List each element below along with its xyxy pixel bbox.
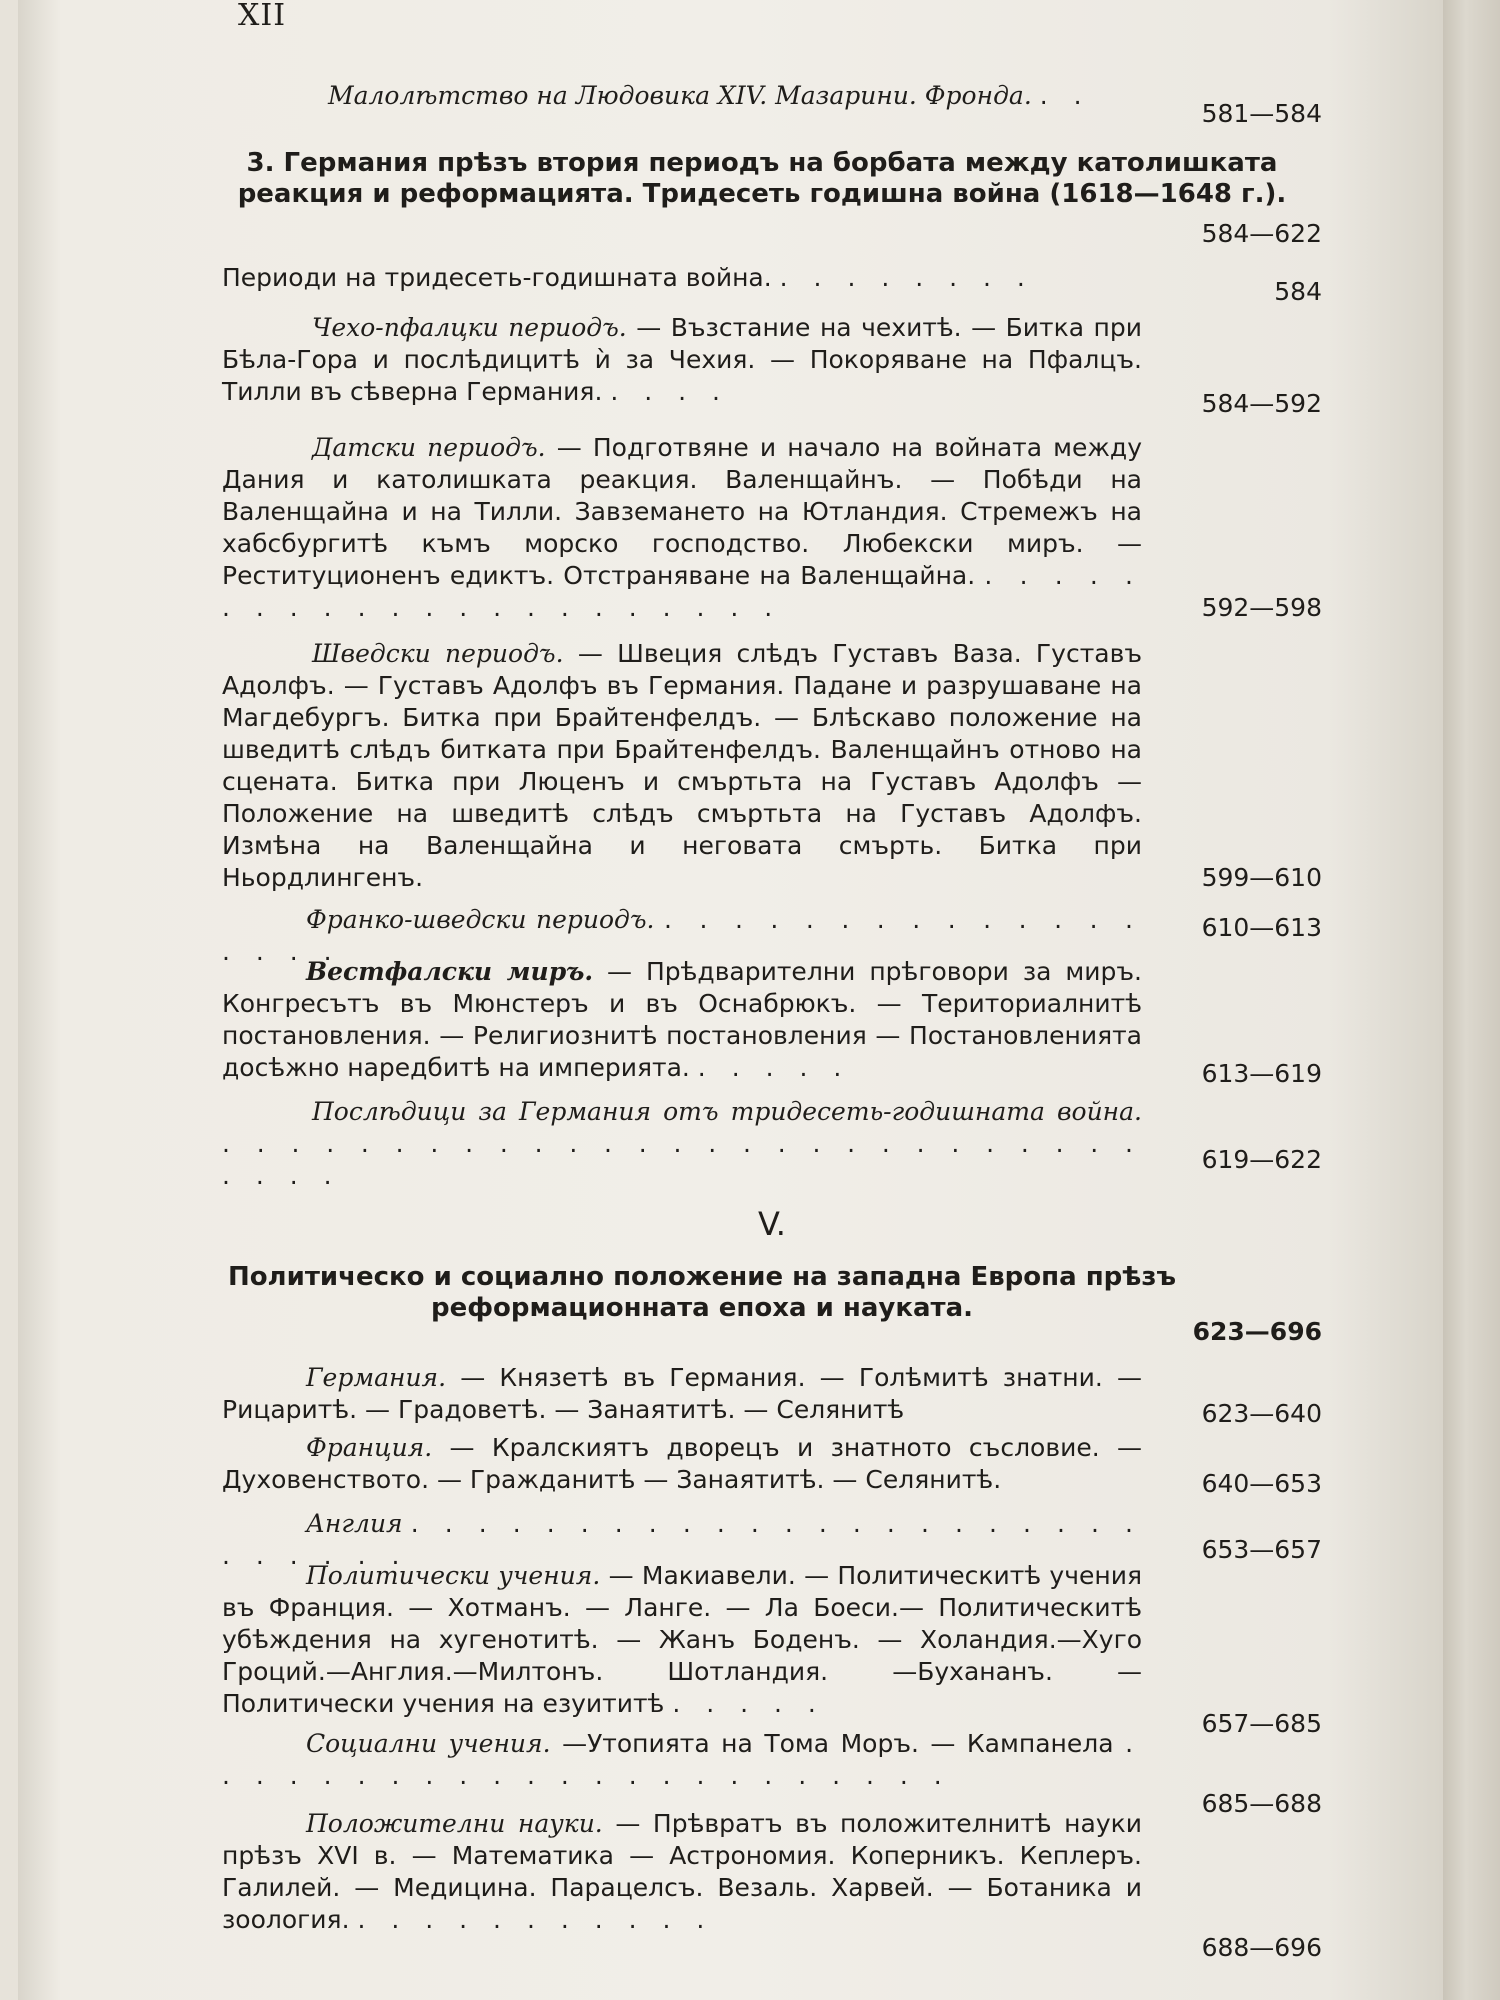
entry-lead: Послѣдици за Германия отъ тридесеть-годишната война. bbox=[312, 1097, 1142, 1126]
entry-lead: Социални учения. bbox=[306, 1729, 551, 1758]
entry-lead: Германия. bbox=[306, 1363, 447, 1392]
entry-lead: Франция. bbox=[306, 1433, 433, 1462]
toc-entry bbox=[222, 638, 1322, 894]
toc-entry bbox=[222, 312, 1322, 418]
page-range: 581—584 bbox=[1201, 99, 1322, 128]
toc-entry bbox=[222, 1728, 1322, 1818]
page-range: 623—696 bbox=[1192, 1317, 1322, 1346]
entry-lead: Малолѣтство на Людовика XIV. Мазарини. Фронда. bbox=[328, 81, 1032, 110]
entry-lead: Англия bbox=[306, 1509, 403, 1538]
section-title: 3. Германия прѣзъ втория периодъ на борбата между католишката реакция и реформацията. Тридесеть годишна война (1618—1648 г.). bbox=[237, 148, 1287, 209]
entry-lead: Шведски периодъ. bbox=[312, 639, 564, 668]
section-heading-3 bbox=[222, 148, 1322, 248]
entry-lead: Датски периодъ. bbox=[312, 433, 546, 462]
entry-body: — Прѣвратъ въ положителнитѣ науки прѣзъ XVI в. — Математика — Астрономия. Коперникъ. Кеплеръ. Галилей. — Медицина. Парацелсъ. Везаль. Харвей. — Ботаника и зоология. bbox=[222, 1809, 1142, 1934]
entry-body: — Възстание на чехитѣ. — Битка при Бѣла-Гора и послѣдицитѣ ѝ за Чехия. — Покоряване на Пфалцъ. Тилли въ сѣверна Германия. bbox=[222, 313, 1142, 406]
entry-body: Периоди на тридесеть-годишната война. bbox=[222, 263, 772, 292]
toc-entry bbox=[222, 1432, 1322, 1496]
entry-body: — Прѣдварителни прѣговори за миръ. Конгресътъ въ Мюнстеръ и въ Оснабрюкъ. — Териториалнитѣ постановления. — Религиознитѣ постановления — Постановленията досѣжно наредбитѣ на империята. bbox=[222, 957, 1142, 1082]
toc-entry bbox=[222, 432, 1322, 624]
table-of-contents bbox=[222, 0, 1322, 2000]
page-range: 613—619 bbox=[1201, 1059, 1322, 1088]
toc-entry bbox=[222, 1096, 1322, 1192]
entry-body: — Кралскиятъ дворецъ и знатното съсловие. — Духовенството. — Гражданитѣ — Занаятитѣ. — Селянитѣ. bbox=[222, 1433, 1142, 1494]
leader-dots: . . . . . . . . . . . . . . . . . . . . . . . . . . . . . . . bbox=[222, 1129, 1142, 1190]
leader-dots: . . . . . . . . bbox=[779, 263, 1034, 292]
entry-lead: Вестфалски миръ. bbox=[306, 957, 594, 986]
entry-lead: Положителни науки. bbox=[306, 1809, 603, 1838]
entry-lead: Франко-шведски периодъ. bbox=[306, 905, 655, 934]
leader-dots: . . . . bbox=[610, 377, 730, 406]
page-range: 619—622 bbox=[1201, 1145, 1322, 1174]
entry-body: — Макиавели. — Политическитѣ учения въ Франция. — Хотманъ. — Ланге. — Ла Боеси.— Политическитѣ убѣждения на хугенотитѣ. — Жанъ Боденъ. — Холандия.—Хуго Гроций.—Англия.—Милтонъ. Шотландия. —Бухананъ. — Политически учения на езуититѣ bbox=[222, 1561, 1143, 1718]
entry-body: — Швеция слѣдъ Густавъ Ваза. Густавъ Адолфъ. — Густавъ Адолфъ въ Германия. Падане и разрушаване на Магдебургъ. Битка при Брайтенфелдъ. — Блѣскаво положение на шведитѣ слѣдъ битката при Брайтенфелдъ. Валенщайнъ отново на сцената. Битка при Люценъ и смъртьта на Густавъ Адолфъ — Положение на шведитѣ слѣдъ смъртьта на Густавъ Адолфъ. Измѣна на Валенщайна и неговата смърть. Битка при Ньордлингенъ. bbox=[222, 639, 1142, 892]
entry-body: —Утопията на Тома Моръ. — Кампанела bbox=[562, 1729, 1114, 1758]
page-range: 688—696 bbox=[1201, 1933, 1322, 1962]
page-range: 584 bbox=[1274, 277, 1322, 306]
page-range: 623—640 bbox=[1201, 1399, 1322, 1428]
page-range: 640—653 bbox=[1201, 1469, 1322, 1498]
page-range: 653—657 bbox=[1201, 1535, 1322, 1564]
page-number: XII bbox=[238, 0, 287, 33]
entry-body: — Подготвяне и начало на войната между Дания и католишката реакция. Валенщайнъ. — Побѣди на Валенщайна и на Тилли. Завземането на Ютландия. Стремежъ на хабсбургитѣ къмъ морско господство. Любекски миръ. — Реституционенъ едиктъ. Отстраняване на Валенщайна. bbox=[222, 433, 1143, 590]
part-heading: Политическо и социално положение на западна Европа прѣзъ реформационната епоха и науката. bbox=[227, 1262, 1177, 1323]
leader-dots: . . . . . . . . . . . . . . . . . . . . . . . . . . . . bbox=[222, 1509, 1142, 1570]
page-range: 584—592 bbox=[1201, 389, 1322, 418]
leader-dots: . . bbox=[1039, 81, 1091, 110]
part-heading-block bbox=[222, 1262, 1322, 1346]
leader-dots: . . . . . . . . . . . . . . . . . . bbox=[222, 905, 1142, 966]
page-range: 592—598 bbox=[1201, 593, 1322, 622]
leader-dots: . . . . . . . . . . . bbox=[357, 1905, 714, 1934]
leader-dots: . . . . . . . . . . . . . . . . . . . . . . . bbox=[222, 1729, 1143, 1790]
leader-dots: . . . . . bbox=[672, 1689, 825, 1718]
leader-dots: . . . . . bbox=[697, 1053, 851, 1082]
toc-entry bbox=[222, 1560, 1322, 1738]
entry-lead: Чехо-пфалцки периодъ. bbox=[312, 313, 627, 342]
page-range: 610—613 bbox=[1201, 913, 1322, 942]
toc-entry bbox=[222, 956, 1322, 1088]
entry-body: — Князетѣ въ Германия. — Голѣмитѣ знатни. — Рицаритѣ. — Градоветѣ. — Занаятитѣ. — Селянитѣ bbox=[222, 1363, 1143, 1424]
page-edge bbox=[1443, 0, 1500, 2000]
part-numeral: V. bbox=[758, 1205, 786, 1243]
page-range: 599—610 bbox=[1201, 863, 1322, 892]
toc-entry bbox=[222, 262, 1322, 306]
toc-entry bbox=[222, 80, 1322, 128]
toc-entry bbox=[222, 1808, 1322, 1962]
page-range: 584—622 bbox=[1201, 219, 1322, 248]
leader-dots: . . . . . . . . . . . . . . . . . . . . . . bbox=[222, 561, 1142, 622]
entry-lead: Политически учения. bbox=[306, 1561, 601, 1590]
page-range: 685—688 bbox=[1201, 1789, 1322, 1818]
page-range: 657—685 bbox=[1201, 1709, 1322, 1738]
toc-entry bbox=[222, 1362, 1322, 1426]
